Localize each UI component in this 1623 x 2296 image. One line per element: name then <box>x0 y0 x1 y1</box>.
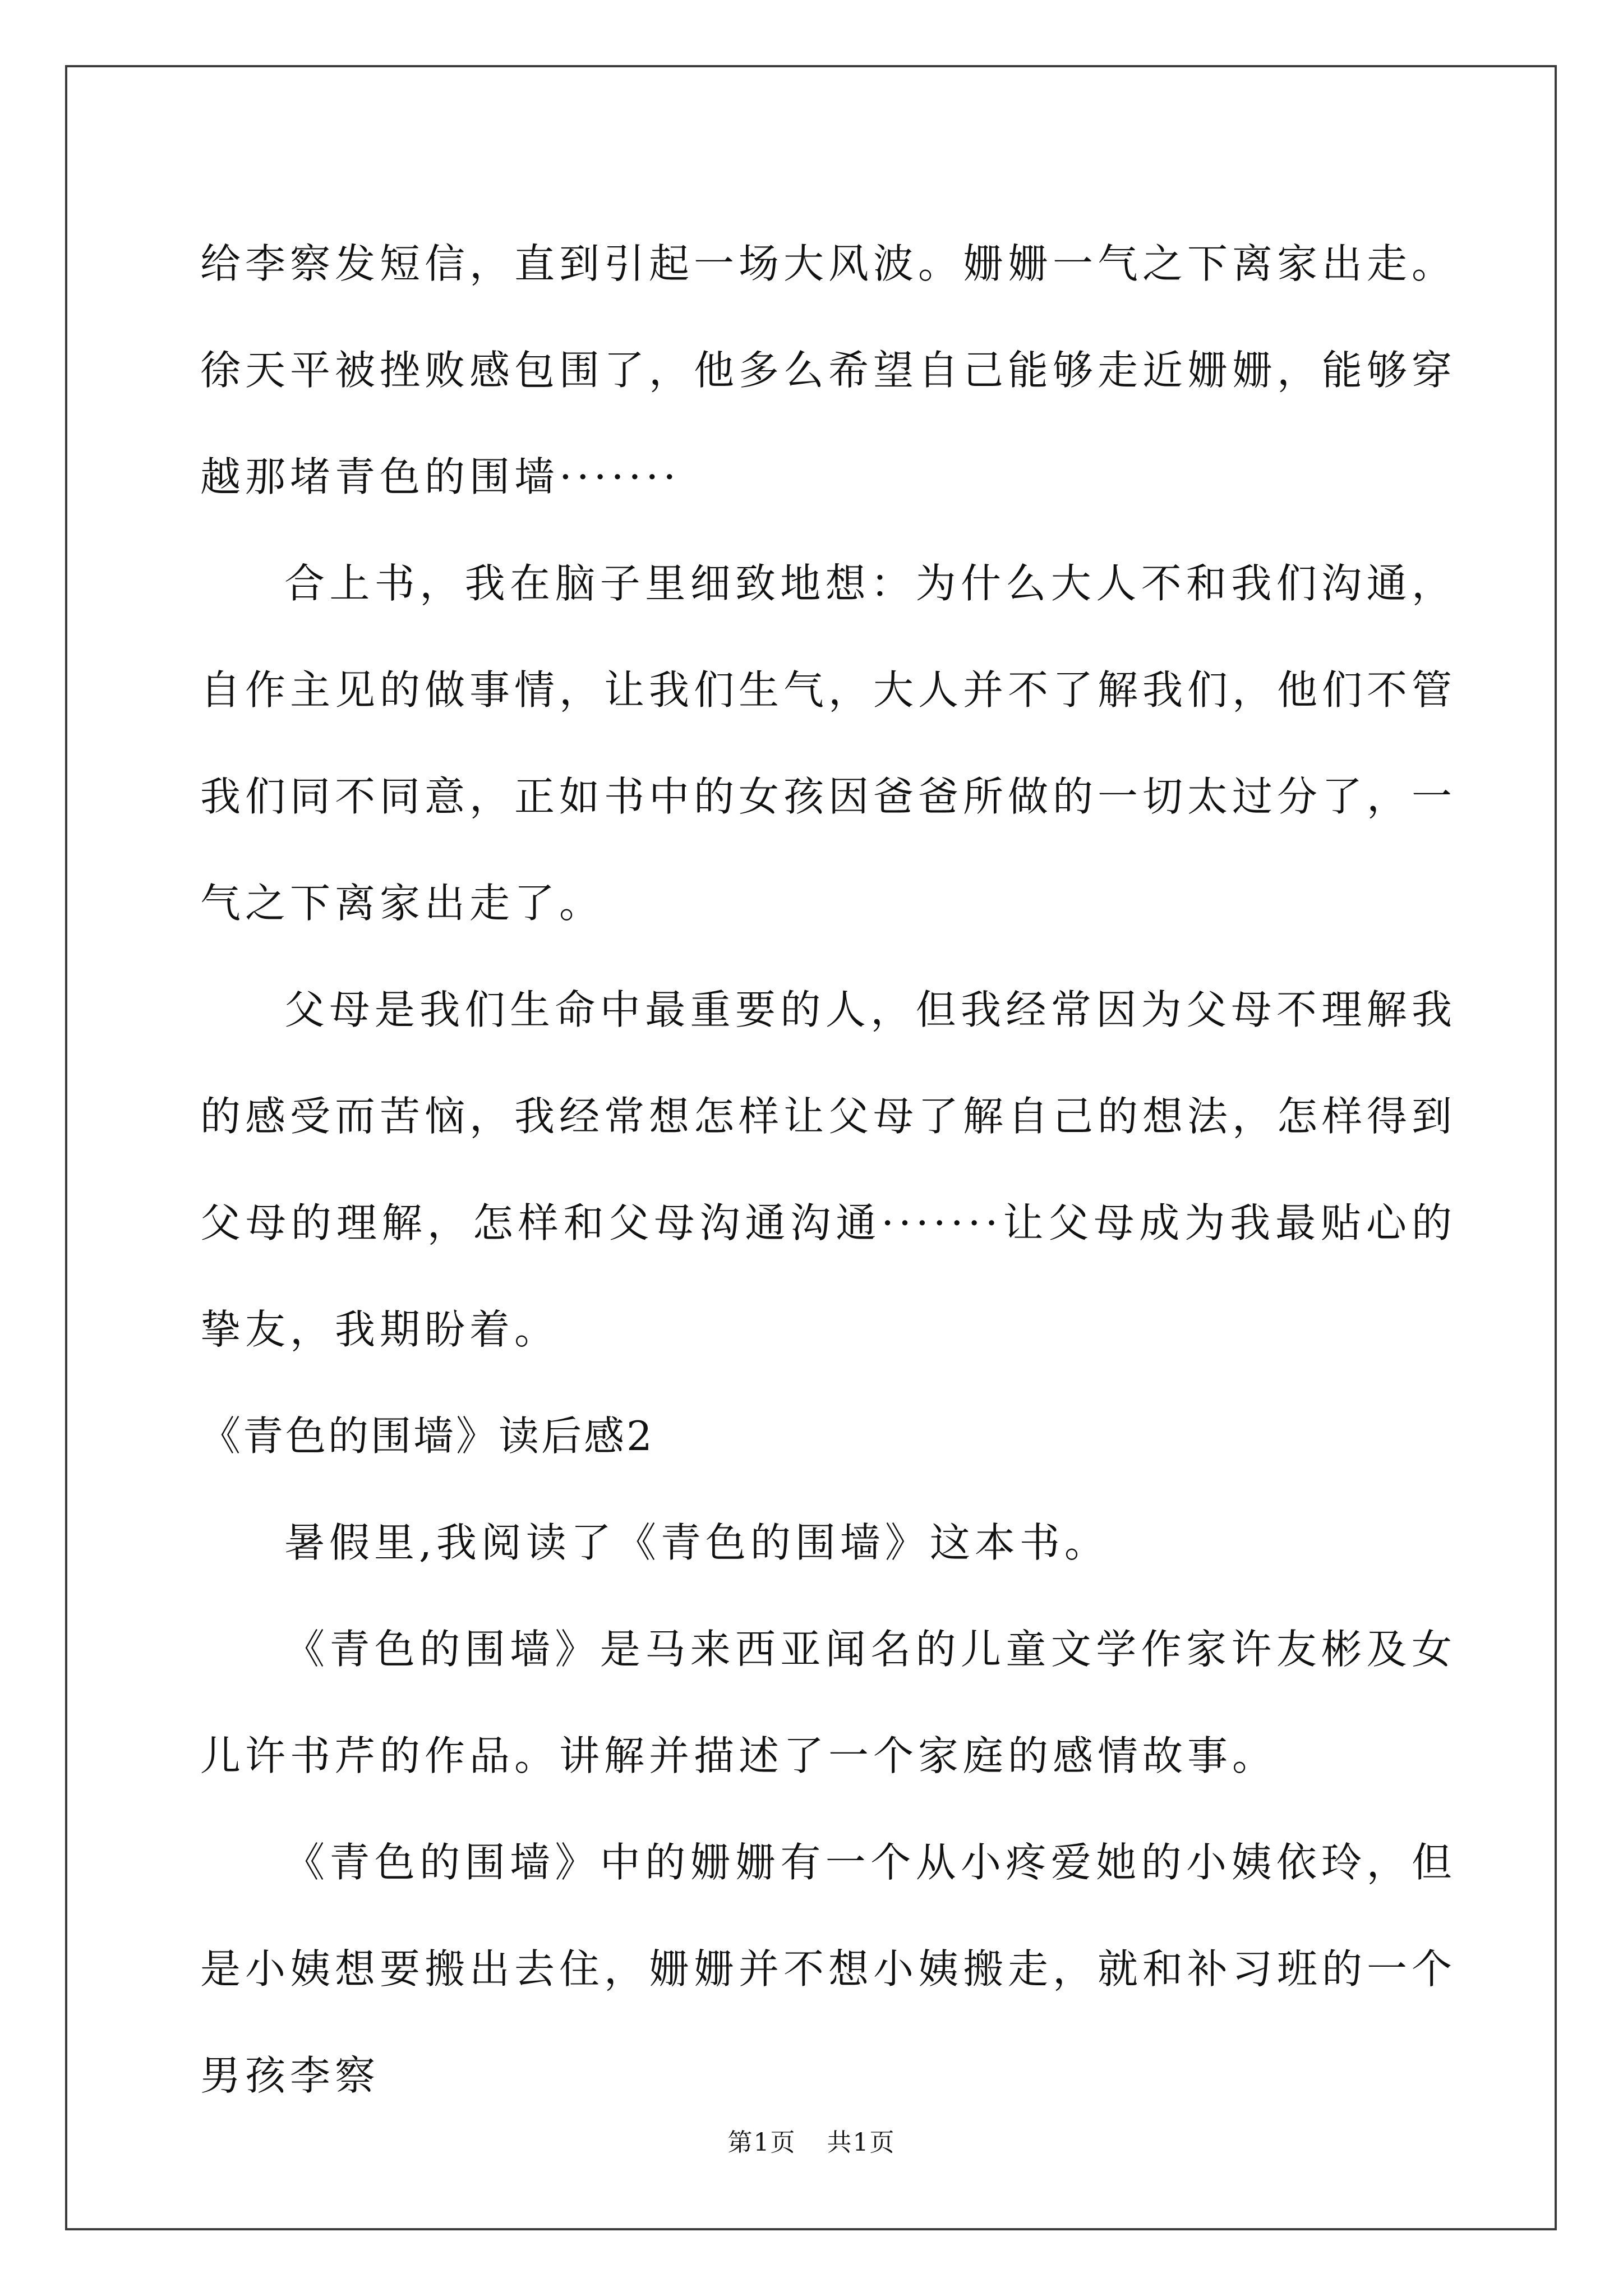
section-title: 《青色的围墙》读后感2 <box>200 1412 654 1460</box>
page-footer <box>0 2126 1623 2160</box>
paragraph: 给李察发短信，直到引起一场大风波。姗姗一气之下离家出走。徐天平被挫败感包围了，他多么希望自己能够走近姗姗，能够穿越那堵青色的围墙······· <box>200 240 1457 500</box>
paragraph: 《青色的围墙》中的姗姗有一个从小疼爱她的小姨依玲，但是小姨想要搬出去住，姗姗并不想小姨搬走，就和补习班的一个男孩李察 <box>200 1839 1457 2099</box>
page-total: 共1页 <box>827 2128 896 2157</box>
paragraph: 《青色的围墙》是马来西亚闻名的儿童文学作家许友彬及女儿许书芹的作品。讲解并描述了一个家庭的感情故事。 <box>200 1626 1456 1779</box>
document-body <box>200 210 1456 2129</box>
paragraph: 父母是我们生命中最重要的人，但我经常因为父母不理解我的感受而苦恼，我经常想怎样让父母了解自己的想法，怎样得到父母的理解，怎样和父母沟通沟通·······让父母成为我最贴心的挚友，我期盼着。 <box>200 986 1457 1353</box>
paragraph: 暑假里,我阅读了《青色的围墙》这本书。 <box>284 1519 1109 1566</box>
paragraph: 合上书，我在脑子里细致地想：为什么大人不和我们沟通，自作主见的做事情，让我们生气，大人并不了解我们，他们不管我们同不同意，正如书中的女孩因爸爸所做的一切太过分了，一气之下离家出走了。 <box>200 560 1457 927</box>
page-number: 第1页 <box>727 2128 796 2157</box>
